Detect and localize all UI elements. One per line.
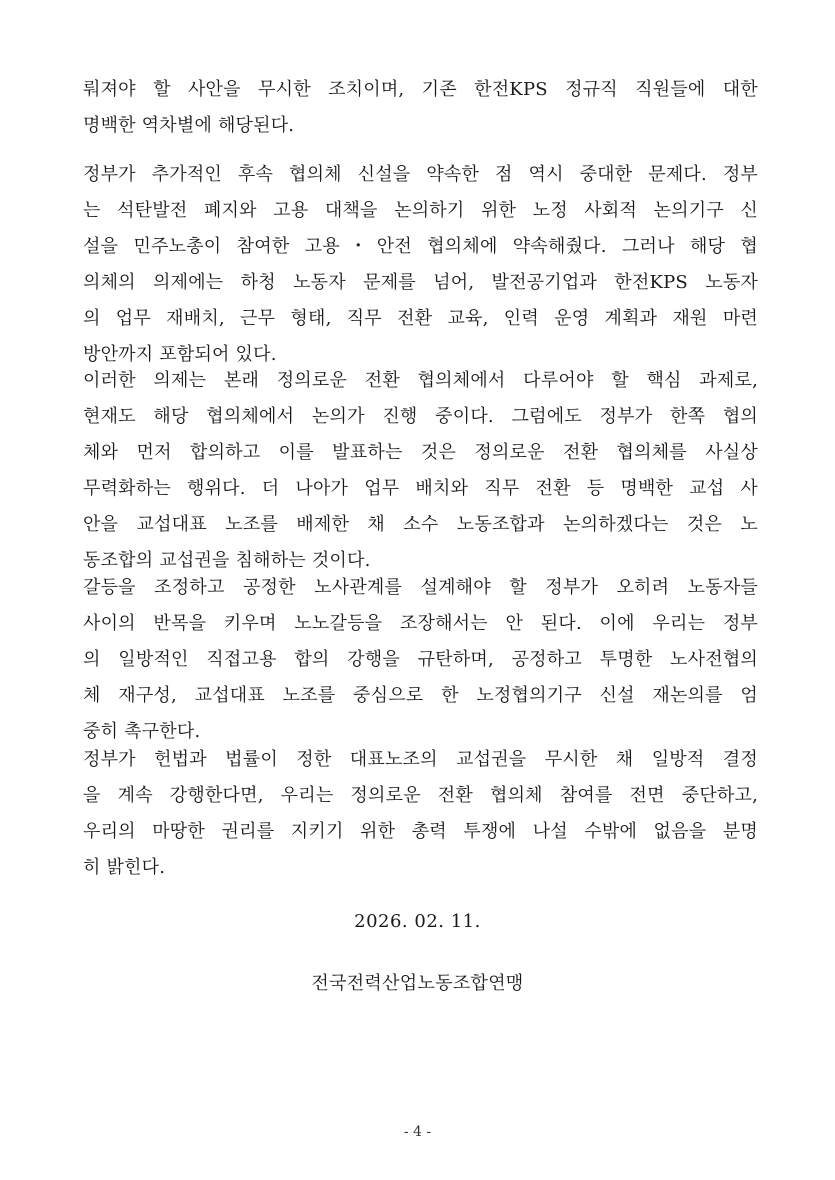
page-number: - 4 - (403, 1124, 432, 1140)
paragraph-line: 설을 민주노총이 참여한 고용・안전 협의체에 약속해줬다. 그러나 해당 협 (83, 236, 758, 257)
paragraph-line: 명백한 역차별에 해당된다. (83, 115, 295, 136)
paragraph-line: 의체의 의제에는 하청 노동자 문제를 넘어, 발전공기업과 한전KPS 노동자 (83, 272, 758, 293)
paragraph-5 (83, 742, 758, 886)
paragraph-line: 의 업무 재배치, 근무 형태, 직무 전환 교육, 인력 운영 계획과 재원 마련 (83, 308, 758, 329)
organization-name: 전국전력산업노동조합연맹 (311, 973, 524, 994)
paragraph-line: 체 재구성, 교섭대표 노조를 중심으로 한 노정협의기구 신설 재논의를 엄 (83, 685, 758, 706)
paragraph-line: 동조합의 교섭권을 침해하는 것이다. (83, 550, 371, 571)
paragraph-line: 을 계속 강행한다면, 우리는 정의로운 전환 협의체 참여를 전면 중단하고, (83, 785, 758, 806)
paragraph-line: 무력화하는 행위다. 더 나아가 업무 배치와 직무 전환 등 명백한 교섭 사 (83, 478, 758, 499)
paragraph-4 (83, 570, 758, 750)
paragraph-line: 우리의 마땅한 권리를 지키기 위한 총력 투쟁에 나설 수밖에 없음을 분명 (83, 821, 758, 842)
paragraph-line: 체와 먼저 합의하고 이를 발표하는 것은 정의로운 전환 협의체를 사실상 (83, 442, 758, 463)
paragraph-line: 방안까지 포함되어 있다. (83, 344, 277, 365)
document-date: 2026. 02. 11. (354, 911, 481, 932)
paragraph-line: 중히 촉구한다. (83, 721, 201, 742)
paragraph-line: 의 일방적인 직접고용 합의 강행을 규탄하며, 공정하고 투명한 노사전협의 (83, 649, 758, 670)
paragraph-2 (83, 157, 758, 373)
paragraph-line: 현재도 해당 협의체에서 논의가 진행 중이다. 그럼에도 정부가 한쪽 협의 (83, 406, 758, 427)
paragraph-line: 뤄져야 할 사안을 무시한 조치이며, 기존 한전KPS 정규직 직원들에 대한 (83, 79, 758, 100)
paragraph-line: 이러한 의제는 본래 정의로운 전환 협의체에서 다루어야 할 핵심 과제로, (83, 370, 758, 391)
paragraph-3 (83, 363, 758, 579)
paragraph-line: 사이의 반목을 키우며 노노갈등을 조장해서는 안 된다. 이에 우리는 정부 (83, 613, 758, 634)
paragraph-line: 는 석탄발전 폐지와 고용 대책을 논의하기 위한 노정 사회적 논의기구 신 (83, 200, 758, 221)
paragraph-line: 안을 교섭대표 노조를 배제한 채 소수 노동조합과 논의하겠다는 것은 노 (83, 514, 758, 535)
paragraph-line: 정부가 추가적인 후속 협의체 신설을 약속한 점 역시 중대한 문제다. 정부 (83, 164, 758, 185)
paragraph-line: 정부가 헌법과 법률이 정한 대표노조의 교섭권을 무시한 채 일방적 결정 (83, 749, 758, 770)
paragraph-line: 히 밝힌다. (83, 857, 166, 878)
paragraph-1 (83, 72, 758, 144)
paragraph-line: 갈등을 조정하고 공정한 노사관계를 설계해야 할 정부가 오히려 노동자들 (83, 577, 758, 598)
